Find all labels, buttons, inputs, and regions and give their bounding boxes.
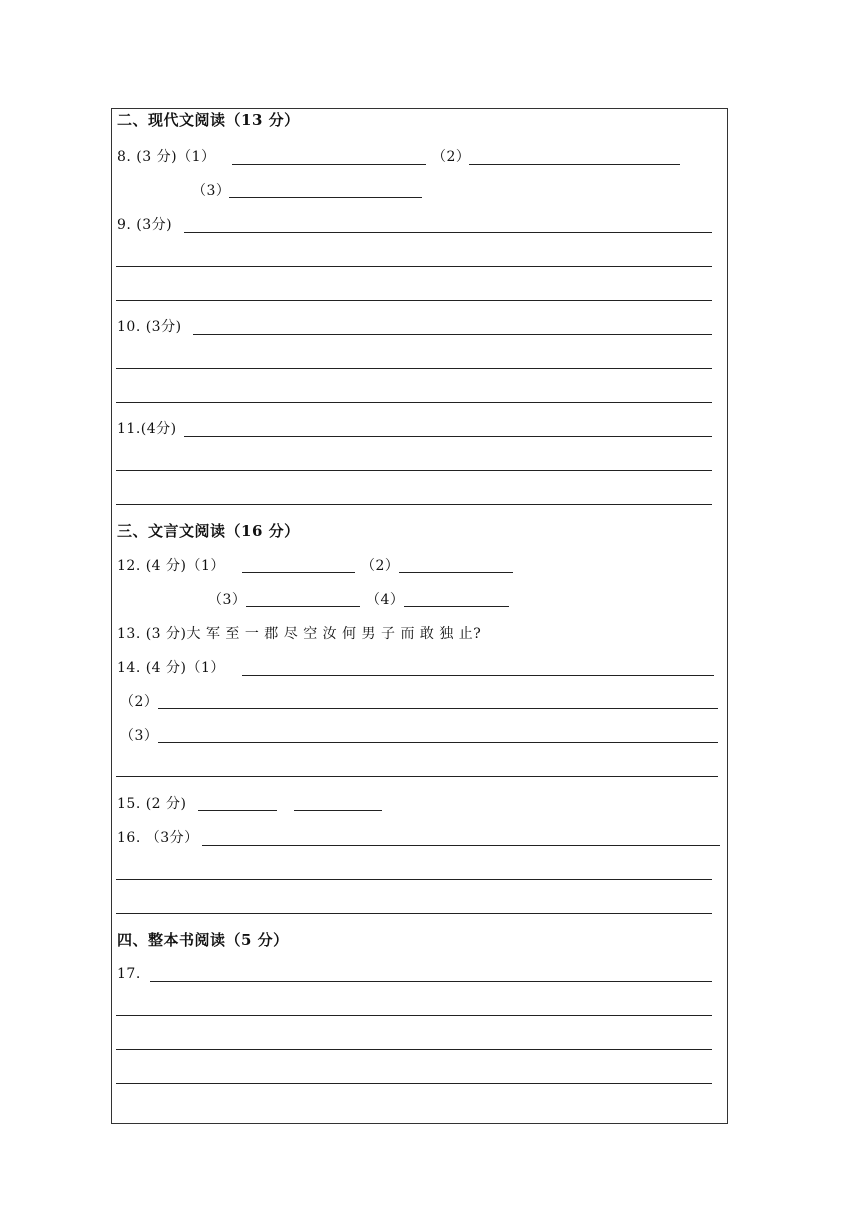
question-17-label: 17. (117, 966, 141, 982)
q12-answer-line-1[interactable] (242, 572, 355, 573)
section-heading-whole-book-reading: 四、整本书阅读（5 分） (117, 931, 289, 949)
q11-answer-line-3[interactable] (116, 504, 712, 505)
question-14-sub2-label: （2） (120, 694, 159, 710)
q9-answer-line-1[interactable] (184, 232, 712, 233)
q8-answer-line-3[interactable] (229, 197, 422, 198)
q10-answer-line-3[interactable] (116, 402, 712, 403)
q9-answer-line-2[interactable] (116, 266, 712, 267)
q10-answer-line-2[interactable] (116, 368, 712, 369)
answer-sheet-frame (111, 108, 728, 1124)
q11-answer-line-1[interactable] (184, 436, 712, 437)
q16-answer-line-2[interactable] (116, 879, 712, 880)
question-12-sub3-label: （3） (208, 592, 247, 608)
question-8-sub3-label: （3） (192, 183, 231, 199)
q8-answer-line-1[interactable] (232, 164, 426, 165)
q9-answer-line-3[interactable] (116, 300, 712, 301)
question-12-sub2-label: （2） (361, 558, 400, 574)
q17-answer-line-1[interactable] (150, 981, 712, 982)
q12-answer-line-3[interactable] (246, 606, 360, 607)
q17-answer-line-4[interactable] (116, 1083, 712, 1084)
q8-answer-line-2[interactable] (469, 164, 680, 165)
question-10-label: 10. (3分) (117, 319, 182, 335)
question-14-label: 14. (4 分)（1） (117, 660, 225, 676)
question-14-sub3-label: （3） (120, 728, 159, 744)
section-heading-classical-reading: 三、文言文阅读（16 分） (117, 522, 300, 540)
question-9-label: 9. (3分) (117, 217, 173, 233)
question-11-label: 11.(4分) (117, 421, 177, 437)
q16-answer-line-1[interactable] (202, 845, 720, 846)
question-8-sub2-label: （2） (432, 149, 471, 165)
section-heading-modern-reading: 二、现代文阅读（13 分） (117, 111, 300, 129)
q11-answer-line-2[interactable] (116, 470, 712, 471)
q15-answer-line-2[interactable] (294, 810, 382, 811)
q14-answer-line-2[interactable] (158, 708, 718, 709)
q16-answer-line-3[interactable] (116, 913, 712, 914)
q10-answer-line-1[interactable] (193, 334, 712, 335)
q17-answer-line-2[interactable] (116, 1015, 712, 1016)
q14-answer-line-1[interactable] (242, 675, 714, 676)
question-12-label: 12. (4 分)（1） (117, 558, 225, 574)
question-13-text: 13. (3 分)大 军 至 一 郡 尽 空 汝 何 男 子 而 敢 独 止? (117, 626, 482, 642)
q12-answer-line-4[interactable] (404, 606, 509, 607)
q15-answer-line-1[interactable] (198, 810, 277, 811)
q17-answer-line-3[interactable] (116, 1049, 712, 1050)
question-16-label: 16. （3分） (117, 830, 199, 846)
q12-answer-line-2[interactable] (399, 572, 513, 573)
q14-answer-line-4[interactable] (116, 776, 718, 777)
question-12-sub4-label: （4） (366, 592, 405, 608)
question-8-label: 8. (3 分)（1） (117, 149, 216, 165)
question-15-label: 15. (2 分) (117, 796, 187, 812)
q14-answer-line-3[interactable] (158, 742, 718, 743)
